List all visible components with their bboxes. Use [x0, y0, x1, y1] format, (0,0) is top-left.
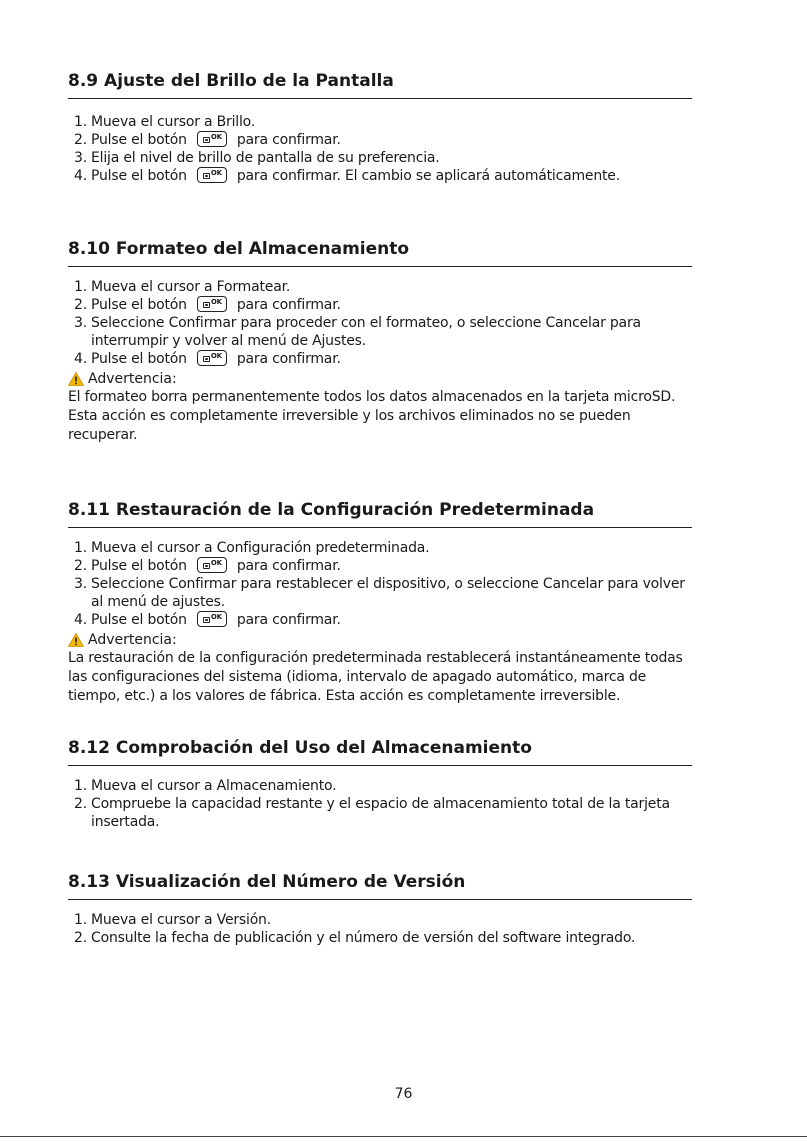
list-item: 1. Mueva el cursor a Almacenamiento.: [74, 778, 337, 794]
list-item: 3. Seleccione Confirmar para restablecer el dispositivo, o seleccione Cancelar para volver al menú de ajustes.: [74, 576, 685, 610]
section-restore-defaults: [68, 499, 692, 706]
warning-text: El formateo borra permanentemente todos los datos almacenados en la tarjeta microSD. Esta acción es completamente irreversible y los archivos eliminados no se pueden recuperar.: [68, 389, 676, 443]
list-item: 4. Pulse el botón OK para confirmar.: [74, 612, 341, 628]
list-item: 1. Mueva el cursor a Formatear.: [74, 279, 291, 295]
camera-ok-button-icon: OK: [197, 611, 227, 627]
step-list: [68, 911, 692, 947]
list-item: 2. Pulse el botón OK para confirmar.: [74, 132, 341, 148]
camera-ok-button-icon: OK: [197, 350, 227, 366]
warning-heading: Advertencia:: [68, 370, 692, 388]
camera-ok-button-icon: OK: [197, 557, 227, 573]
section-title: 8.13 Visualización del Número de Versión: [68, 871, 692, 900]
list-item: 3. Seleccione Confirmar para proceder con el formateo, o seleccione Cancelar para interrumpir y volver al menú de Ajustes.: [74, 315, 641, 349]
list-item: 4. Pulse el botón OK para confirmar. El cambio se aplicará automáticamente.: [74, 168, 620, 184]
warning-heading: Advertencia:: [68, 631, 692, 649]
section-brightness: [68, 70, 692, 185]
section-title: 8.10 Formateo del Almacenamiento: [68, 238, 692, 267]
list-item: 1. Mueva el cursor a Versión.: [74, 912, 271, 928]
list-item: 2. Pulse el botón OK para confirmar.: [74, 297, 341, 313]
list-item: 1. Mueva el cursor a Brillo.: [74, 114, 256, 130]
step-list: [68, 777, 692, 831]
warning-triangle-icon: [68, 372, 84, 386]
section-format: [68, 238, 692, 445]
list-item: 2. Consulte la fecha de publicación y el número de versión del software integrado.: [74, 930, 636, 946]
camera-ok-button-icon: OK: [197, 131, 227, 147]
page-number: 76: [394, 1086, 413, 1102]
list-item: 1. Mueva el cursor a Configuración predeterminada.: [74, 540, 430, 556]
section-title: 8.9 Ajuste del Brillo de la Pantalla: [68, 70, 692, 99]
warning-text: La restauración de la configuración predeterminada restablecerá instantáneamente todas las configuraciones del sistema (idioma, intervalo de apagado automático, marca de tiempo, etc.) a los valores de fábrica. Esta acción es completamente irreversible.: [68, 650, 683, 704]
list-item: 3. Elija el nivel de brillo de pantalla de su preferencia.: [74, 150, 440, 166]
step-list: [68, 278, 692, 368]
list-item: 4. Pulse el botón OK para confirmar.: [74, 351, 341, 367]
warning-triangle-icon: [68, 633, 84, 647]
section-title: 8.11 Restauración de la Configuración Predeterminada: [68, 499, 692, 528]
section-storage-usage: [68, 737, 692, 831]
camera-ok-button-icon: OK: [197, 296, 227, 312]
section-title: 8.12 Comprobación del Uso del Almacenamiento: [68, 737, 692, 766]
camera-ok-button-icon: OK: [197, 167, 227, 183]
step-list: [68, 539, 692, 629]
list-item: 2. Compruebe la capacidad restante y el espacio de almacenamiento total de la tarjeta insertada.: [74, 796, 670, 830]
list-item: 2. Pulse el botón OK para confirmar.: [74, 558, 341, 574]
page-bottom-rule: [0, 1136, 807, 1137]
step-list: [68, 113, 692, 185]
section-version: [68, 871, 692, 947]
